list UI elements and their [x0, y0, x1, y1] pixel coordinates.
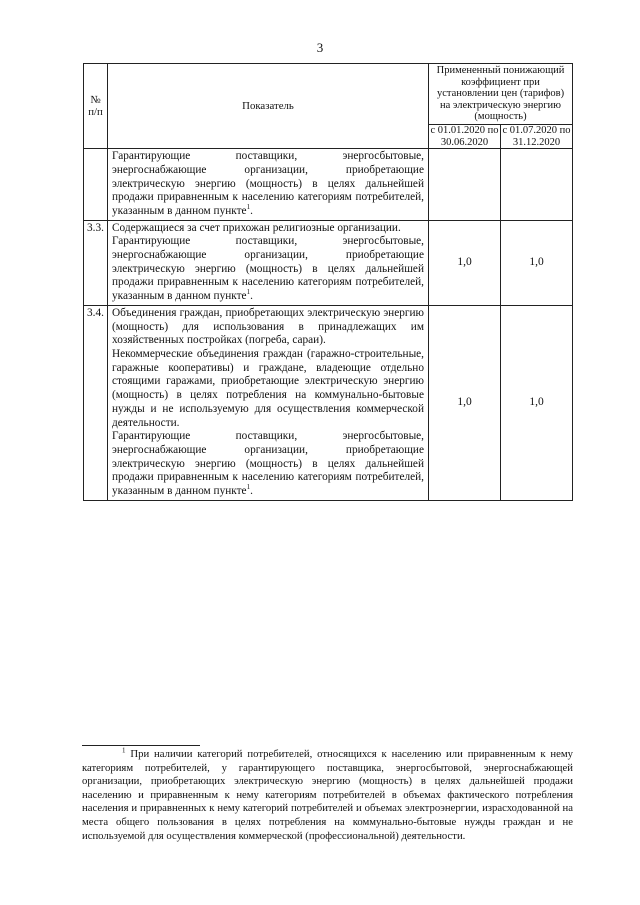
table-header-row — [84, 64, 573, 125]
row-indicator — [108, 305, 429, 500]
indicator-paragraph — [112, 150, 424, 219]
indicator-paragraph — [112, 222, 424, 236]
row-number: 3.3. — [84, 220, 108, 305]
row-indicator — [108, 149, 429, 221]
table-body — [84, 149, 573, 501]
coefficient-value-1: 1,0 — [429, 220, 501, 305]
header-coefficient: Примененный понижающий коэффициент при установлении цен (тарифов) на электрическую энергию (мощность) — [429, 64, 573, 125]
coefficient-value-1 — [429, 149, 501, 221]
indicator-paragraph — [112, 307, 424, 348]
header-period-2: с 01.07.2020 по 31.12.2020 — [502, 124, 571, 148]
indicator-suffix: . — [250, 204, 253, 217]
footnote-ref: 1 — [246, 203, 251, 212]
header-indicator: Показатель — [108, 64, 429, 149]
footnote-ref: 1 — [246, 288, 251, 297]
row-number: 3.4. — [84, 305, 108, 500]
coefficient-value-2: 1,0 — [501, 220, 573, 305]
indicator-paragraph — [112, 348, 424, 430]
header-num: № п/п — [84, 64, 108, 149]
page-number: 3 — [316, 40, 324, 55]
coefficient-value-2: 1,0 — [501, 305, 573, 500]
footnote-ref: 1 — [246, 483, 251, 492]
indicator-text: Содержащиеся за счет прихожан религиозные организации. — [112, 221, 401, 234]
coefficient-value-1: 1,0 — [429, 305, 501, 500]
indicator-text: Гарантирующие поставщики, энергосбытовые, энергоснабжающие организации, приобретающие электрическую энергию (мощность) в целях дальнейшей продажи приравненным к населению категориям потребителей, указанным в данном пункте — [112, 150, 424, 217]
footnote — [82, 748, 573, 843]
footnote-marker: 1 — [122, 746, 126, 755]
indicator-suffix: . — [250, 485, 253, 498]
coefficients-table — [83, 63, 573, 501]
indicator-paragraph — [112, 430, 424, 499]
indicator-suffix: . — [250, 290, 253, 303]
footnote-text: При наличии категорий потребителей, относящихся к населению или приравненным к нему категориям потребителей, у гарантирующего поставщика, энергосбытовой, энергоснабжающей организации, приобретающих электрическую энергию (мощность) в целях дальнейшей продажи населению и приравненным к нему категориям потребителей в объемах фактического потребления населения и приравненных к нему категорий потребителей и объемах электроэнергии, израсходованной на места общего пользования в целях потребления на коммунально-бытовые нужды граждан и не используемой для осуществления коммерческой (профессиональной) деятельности. — [82, 748, 573, 842]
indicator-text: Гарантирующие поставщики, энергосбытовые, энергоснабжающие организации, приобретающие электрическую энергию (мощность) в целях дальнейшей продажи приравненным к населению категориям потребителей, указанным в данном пункте — [112, 430, 424, 498]
indicator-paragraph — [112, 235, 424, 304]
indicator-text: Объединения граждан, приобретающих электрическую энергию (мощность) для использования в принадлежащих им хозяйственных постройках (погреба, сараи). — [112, 306, 424, 347]
indicator-text: Гарантирующие поставщики, энергосбытовые, энергоснабжающие организации, приобретающие электрическую энергию (мощность) в целях дальнейшей продажи приравненным к населению категориям потребителей, указанным в данном пункте — [112, 235, 424, 303]
header-period-1: с 01.01.2020 по 30.06.2020 — [430, 124, 499, 148]
table-row — [84, 149, 573, 221]
coefficient-value-2 — [501, 149, 573, 221]
footnote-separator — [82, 745, 200, 746]
row-indicator — [108, 220, 429, 305]
table-row — [84, 220, 573, 305]
row-number — [84, 149, 108, 221]
table-row — [84, 305, 573, 500]
indicator-text: Некоммерческие объединения граждан (гаражно-строительные, гаражные кооперативы) и граждане, владеющие отдельно стоящими гаражами, приобретающие электрическую энергию (мощность) в целях потребления на коммунально-бытовые нужды и не используемую для осуществления коммерческой деятельности. — [112, 348, 424, 429]
